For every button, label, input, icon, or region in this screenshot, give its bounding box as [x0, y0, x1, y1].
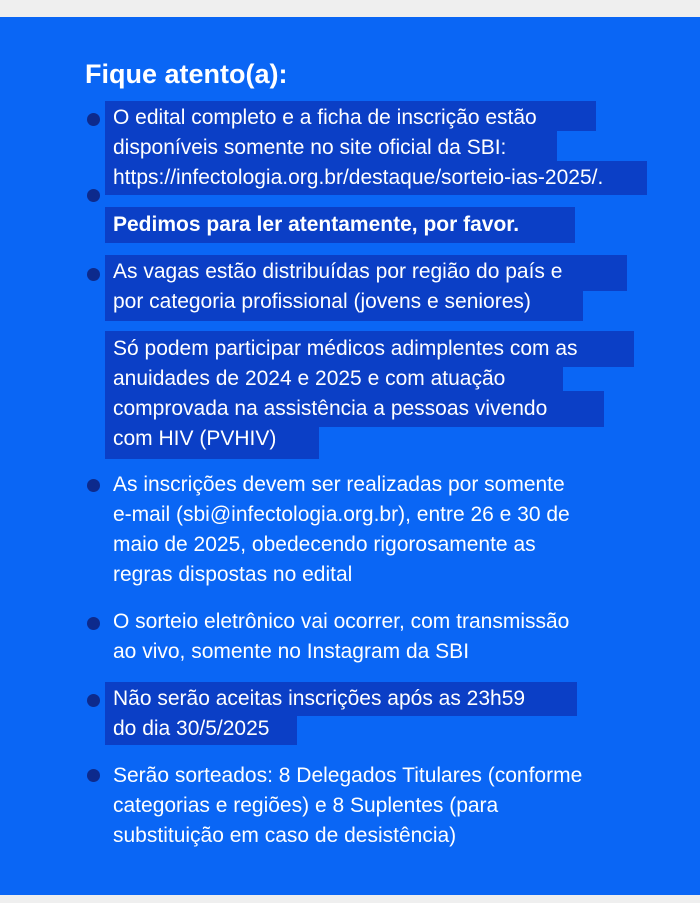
notice-line: As vagas estão distribuídas por região do país e — [113, 260, 563, 283]
notice-item-inscricoes — [113, 470, 570, 590]
notice-line: Não serão aceitas inscrições após as 23h59 — [113, 687, 526, 710]
notice-line: ao vivo, somente no Instagram da SBI — [113, 640, 470, 663]
notice-line: anuidades de 2024 e 2025 e com atuação — [113, 367, 506, 390]
notice-line: comprovada na assistência a pessoas vivendo — [113, 397, 548, 420]
notice-line: por categoria profissional (jovens e seniores) — [113, 290, 531, 313]
notice-item-eligibility — [113, 334, 578, 454]
notice-card — [0, 17, 700, 895]
notice-line: As inscrições devem ser realizadas por somente — [113, 473, 565, 496]
bullet-icon — [87, 113, 100, 126]
notice-line: regras dispostas no edital — [113, 563, 353, 586]
notice-line: categorias e regiões) e 8 Suplentes (para — [113, 794, 499, 817]
notice-line: O edital completo e a ficha de inscrição estão — [113, 106, 537, 129]
bullet-icon — [87, 479, 100, 492]
notice-line: Só podem participar médicos adimplentes com as — [113, 337, 578, 360]
bullet-icon — [87, 268, 100, 281]
notice-heading: Fique atento(a): — [85, 59, 288, 89]
notice-item-deadline — [113, 684, 525, 744]
notice-line: maio de 2025, obedecendo rigorosamente as — [113, 533, 536, 556]
bullet-icon — [87, 189, 100, 202]
notice-line: com HIV (PVHIV) — [113, 427, 277, 450]
bullet-icon — [87, 769, 100, 782]
notice-item-sorteio — [113, 607, 569, 667]
notice-line: Pedimos para ler atentamente, por favor. — [113, 213, 520, 236]
notice-line: O sorteio eletrônico vai ocorrer, com transmissão — [113, 610, 570, 633]
bullet-icon — [87, 617, 100, 630]
notice-item-read-carefully — [113, 210, 519, 240]
notice-line: disponíveis somente no site oficial da SBI: — [113, 136, 507, 159]
notice-item-vagas — [113, 257, 562, 317]
notice-line: substituição em caso de desistência) — [113, 824, 457, 847]
notice-line: https://infectologia.org.br/destaque/sorteio-ias-2025/. — [113, 166, 604, 189]
notice-line: e-mail (sbi@infectologia.org.br), entre 26 e 30 de — [113, 503, 570, 526]
bullet-icon — [87, 694, 100, 707]
notice-item-sorteados — [113, 761, 582, 851]
notice-item-edital — [113, 103, 603, 193]
notice-line: do dia 30/5/2025 — [113, 717, 270, 740]
notice-line: Serão sorteados: 8 Delegados Titulares (conforme — [113, 764, 583, 787]
